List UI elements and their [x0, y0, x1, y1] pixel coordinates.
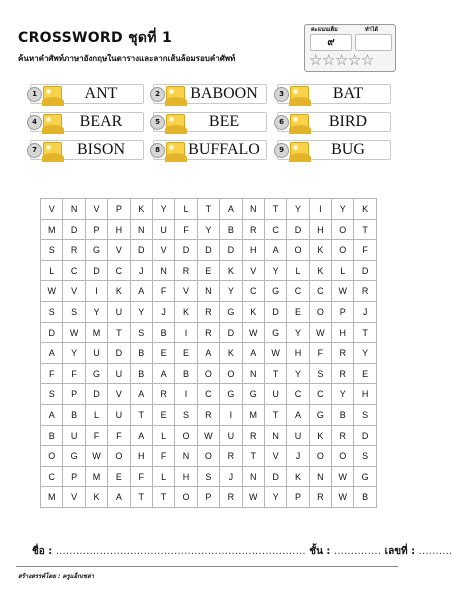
grid-cell[interactable]: D — [265, 467, 287, 488]
grid-cell[interactable]: R — [354, 281, 376, 302]
word-item — [277, 140, 391, 160]
grid-cell[interactable]: G — [265, 323, 287, 344]
grid-cell[interactable]: A — [131, 384, 153, 405]
grid-cell[interactable]: D — [63, 220, 85, 241]
grid-cell[interactable]: I — [175, 323, 197, 344]
grid-cell[interactable]: Y — [265, 261, 287, 282]
grid-cell[interactable]: J — [354, 302, 376, 323]
word-number: 9 — [274, 143, 289, 158]
grid-cell[interactable]: G — [354, 467, 376, 488]
grid-cell[interactable]: E — [287, 302, 309, 323]
got-score-label: ทำได้ — [365, 27, 379, 33]
grid-cell[interactable]: V — [108, 240, 130, 261]
grid-cell[interactable]: F — [131, 467, 153, 488]
grid-cell[interactable]: D — [108, 343, 130, 364]
grid-cell[interactable]: U — [220, 426, 242, 447]
grid-cell[interactable]: F — [63, 364, 85, 385]
grid-cell[interactable]: S — [175, 405, 197, 426]
grid-cell[interactable]: N — [243, 364, 265, 385]
word-number: 8 — [150, 143, 165, 158]
grid-cell[interactable]: N — [243, 467, 265, 488]
grid-cell[interactable]: A — [41, 343, 63, 364]
grid-cell[interactable]: F — [354, 240, 376, 261]
grid-cell[interactable]: P — [198, 487, 220, 508]
grid-cell[interactable]: H — [310, 220, 332, 241]
grid-cell[interactable]: F — [41, 364, 63, 385]
grid-cell[interactable]: O — [198, 446, 220, 467]
grid-cell[interactable]: V — [153, 240, 175, 261]
grid-cell[interactable]: H — [287, 343, 309, 364]
grid-cell[interactable]: R — [220, 487, 242, 508]
grid-cell[interactable]: R — [243, 220, 265, 241]
grid-cell[interactable]: J — [287, 446, 309, 467]
grid-cell[interactable]: R — [175, 261, 197, 282]
grid-cell[interactable]: D — [354, 426, 376, 447]
picture-icon — [290, 142, 309, 158]
grid-cell[interactable]: D — [354, 261, 376, 282]
grid-cell[interactable]: Y — [86, 302, 108, 323]
grid-cell[interactable]: C — [63, 261, 85, 282]
grid-cell[interactable]: T — [354, 220, 376, 241]
grid-cell[interactable]: C — [243, 281, 265, 302]
grid-cell[interactable]: E — [175, 343, 197, 364]
grid-cell[interactable]: F — [153, 281, 175, 302]
grid-cell[interactable]: S — [354, 405, 376, 426]
grid-cell[interactable]: J — [220, 467, 242, 488]
got-score-field[interactable] — [355, 34, 392, 51]
grid-cell[interactable]: K — [131, 199, 153, 220]
grid-cell[interactable]: I — [175, 384, 197, 405]
word-text: BIRD — [328, 113, 368, 130]
grid-cell[interactable]: O — [198, 364, 220, 385]
grid-cell[interactable]: W — [332, 487, 354, 508]
grid-cell[interactable]: U — [287, 426, 309, 447]
picture-icon — [166, 114, 185, 130]
word-item — [277, 84, 391, 104]
grid-cell[interactable]: O — [287, 240, 309, 261]
grid-cell[interactable]: O — [310, 446, 332, 467]
grid-cell[interactable]: L — [153, 467, 175, 488]
word-number: 3 — [274, 87, 289, 102]
picture-icon — [290, 114, 309, 130]
word-item — [30, 112, 144, 132]
grid-cell[interactable]: A — [131, 426, 153, 447]
grid-cell[interactable]: Y — [287, 199, 309, 220]
grid-cell[interactable]: V — [175, 281, 197, 302]
grid-cell[interactable]: S — [131, 323, 153, 344]
grid-cell[interactable]: T — [198, 199, 220, 220]
number-label: เลขที่ : — [384, 546, 416, 557]
instructions: ค้นหาคำศัพท์ภาษาอังกฤษในตารางและลากเส้นล้อมรอบคำศัพท์ — [18, 54, 236, 63]
picture-icon — [290, 86, 309, 102]
word-text: BUFFALO — [188, 141, 260, 158]
grid-cell[interactable]: G — [86, 240, 108, 261]
grid-cell[interactable]: Y — [63, 343, 85, 364]
grid-cell[interactable]: W — [41, 281, 63, 302]
picture-icon — [43, 114, 62, 130]
grid-cell[interactable]: T — [153, 487, 175, 508]
grid-cell[interactable]: K — [220, 261, 242, 282]
word-item — [153, 84, 267, 104]
grid-cell[interactable]: B — [354, 487, 376, 508]
grid-cell[interactable]: W — [310, 323, 332, 344]
grid-cell[interactable]: O — [41, 446, 63, 467]
word-text: BUG — [331, 141, 365, 158]
grid-cell[interactable]: Y — [265, 487, 287, 508]
grid-cell[interactable]: G — [86, 364, 108, 385]
grid-cell[interactable]: R — [220, 446, 242, 467]
grid-cell[interactable]: B — [175, 364, 197, 385]
grid-cell[interactable]: E — [153, 405, 175, 426]
grid-cell[interactable]: J — [131, 261, 153, 282]
grid-cell[interactable]: D — [86, 261, 108, 282]
grid-cell[interactable]: M — [86, 467, 108, 488]
word-number: 4 — [27, 115, 42, 130]
grid-cell[interactable]: D — [131, 240, 153, 261]
grid-cell[interactable]: C — [108, 261, 130, 282]
grid-cell[interactable]: I — [310, 199, 332, 220]
grid-cell[interactable]: K — [310, 240, 332, 261]
grid-cell[interactable]: R — [332, 426, 354, 447]
grid-cell[interactable]: O — [175, 487, 197, 508]
grid-cell[interactable]: W — [243, 487, 265, 508]
grid-cell[interactable]: W — [332, 281, 354, 302]
grid-cell[interactable]: V — [41, 199, 63, 220]
grid-cell[interactable]: U — [153, 220, 175, 241]
grid-cell[interactable]: J — [153, 302, 175, 323]
class-field[interactable]: .............. — [333, 546, 382, 557]
grid-cell[interactable]: O — [175, 426, 197, 447]
grid-cell[interactable]: E — [108, 467, 130, 488]
grid-cell[interactable]: B — [153, 323, 175, 344]
grid-cell[interactable]: C — [41, 467, 63, 488]
grid-cell[interactable]: W — [63, 323, 85, 344]
grid-cell[interactable]: M — [41, 487, 63, 508]
grid-cell[interactable]: D — [220, 240, 242, 261]
grid-cell[interactable]: C — [287, 384, 309, 405]
grid-cell[interactable]: T — [243, 446, 265, 467]
word-item — [277, 112, 391, 132]
word-text: BEE — [208, 113, 240, 130]
grid-cell[interactable]: T — [354, 323, 376, 344]
credit-text: สร้างสรรค์โดย : ครูแอ็กเซล่า — [18, 573, 95, 580]
grid-cell[interactable]: E — [153, 343, 175, 364]
grid-cell[interactable]: S — [41, 302, 63, 323]
grid-cell[interactable]: A — [265, 240, 287, 261]
grid-cell[interactable]: D — [198, 240, 220, 261]
letter-grid[interactable] — [40, 198, 377, 508]
grid-cell[interactable]: N — [265, 426, 287, 447]
grid-cell[interactable]: I — [220, 405, 242, 426]
grid-cell[interactable]: R — [153, 384, 175, 405]
grid-cell[interactable]: W — [243, 323, 265, 344]
grid-cell[interactable]: G — [310, 405, 332, 426]
grid-cell[interactable]: A — [108, 487, 130, 508]
grid-cell[interactable]: P — [63, 467, 85, 488]
grid-cell[interactable]: S — [354, 446, 376, 467]
grid-cell[interactable]: A — [220, 199, 242, 220]
grid-cell[interactable]: Y — [287, 323, 309, 344]
grid-cell[interactable]: H — [108, 220, 130, 241]
grid-cell[interactable]: Y — [332, 199, 354, 220]
grid-cell[interactable]: S — [310, 364, 332, 385]
grid-cell[interactable]: G — [63, 446, 85, 467]
grid-cell[interactable]: F — [108, 426, 130, 447]
grid-cell[interactable]: K — [287, 467, 309, 488]
grid-cell[interactable]: M — [243, 405, 265, 426]
grid-cell[interactable]: H — [332, 323, 354, 344]
grid-cell[interactable]: P — [108, 199, 130, 220]
grid-cell[interactable]: A — [41, 405, 63, 426]
word-number: 6 — [274, 115, 289, 130]
grid-cell[interactable]: O — [332, 446, 354, 467]
score-box — [304, 24, 396, 72]
grid-cell[interactable]: O — [332, 220, 354, 241]
grid-cell[interactable]: T — [131, 405, 153, 426]
word-text: ANT — [84, 85, 118, 102]
grid-cell[interactable]: L — [41, 261, 63, 282]
grid-cell[interactable]: R — [198, 405, 220, 426]
grid-cell[interactable]: V — [265, 446, 287, 467]
divider — [16, 566, 398, 567]
grid-cell[interactable]: N — [175, 446, 197, 467]
grid-cell[interactable]: R — [198, 323, 220, 344]
grid-cell[interactable]: F — [86, 426, 108, 447]
word-text: BABOON — [190, 85, 258, 102]
grid-cell[interactable]: O — [332, 240, 354, 261]
grid-cell[interactable]: D — [287, 220, 309, 241]
grid-cell[interactable]: C — [198, 384, 220, 405]
grid-cell[interactable]: W — [332, 467, 354, 488]
grid-cell[interactable]: D — [265, 302, 287, 323]
grid-cell[interactable]: U — [108, 405, 130, 426]
grid-cell[interactable]: C — [287, 281, 309, 302]
word-text: BAT — [332, 85, 364, 102]
grid-cell[interactable]: T — [265, 199, 287, 220]
full-score-value: ๙ — [310, 34, 352, 51]
grid-cell[interactable]: U — [265, 384, 287, 405]
grid-cell[interactable]: H — [175, 467, 197, 488]
grid-cell[interactable]: V — [63, 487, 85, 508]
grid-cell[interactable]: T — [265, 405, 287, 426]
student-info-line — [32, 544, 452, 559]
grid-cell[interactable]: L — [86, 405, 108, 426]
grid-cell[interactable]: V — [63, 281, 85, 302]
grid-cell[interactable]: K — [108, 281, 130, 302]
grid-cell[interactable]: L — [175, 199, 197, 220]
picture-icon — [43, 142, 62, 158]
grid-cell[interactable]: S — [41, 384, 63, 405]
name-field[interactable]: .......................................................................... — [55, 546, 306, 557]
grid-cell[interactable]: R — [243, 426, 265, 447]
number-field[interactable]: .......... — [418, 546, 452, 557]
grid-cell[interactable]: A — [198, 343, 220, 364]
grid-cell[interactable]: F — [310, 343, 332, 364]
word-item — [153, 112, 267, 132]
word-item — [153, 140, 267, 160]
grid-cell[interactable]: U — [108, 364, 130, 385]
grid-cell[interactable]: D — [175, 240, 197, 261]
grid-cell[interactable]: K — [310, 261, 332, 282]
grid-cell[interactable]: G — [243, 384, 265, 405]
grid-cell[interactable]: N — [63, 199, 85, 220]
grid-cell[interactable]: Y — [131, 302, 153, 323]
name-label: ชื่อ : — [32, 546, 53, 557]
grid-cell[interactable]: H — [131, 446, 153, 467]
grid-cell[interactable]: W — [198, 426, 220, 447]
word-number: 7 — [27, 143, 42, 158]
grid-cell[interactable]: K — [86, 487, 108, 508]
grid-cell[interactable]: Y — [287, 364, 309, 385]
grid-cell[interactable]: N — [243, 199, 265, 220]
grid-cell[interactable]: T — [131, 487, 153, 508]
word-number: 2 — [150, 87, 165, 102]
class-label: ชั้น : — [309, 546, 331, 557]
grid-cell[interactable]: O — [108, 446, 130, 467]
grid-cell[interactable]: D — [41, 323, 63, 344]
grid-cell[interactable]: S — [41, 240, 63, 261]
grid-cell[interactable]: P — [63, 384, 85, 405]
grid-cell[interactable]: N — [131, 220, 153, 241]
grid-cell[interactable]: C — [265, 220, 287, 241]
word-item — [30, 140, 144, 160]
picture-icon — [166, 86, 185, 102]
word-item — [30, 84, 144, 104]
grid-cell[interactable]: Y — [354, 343, 376, 364]
word-number: 1 — [27, 87, 42, 102]
grid-cell[interactable]: B — [131, 364, 153, 385]
grid-cell[interactable]: V — [86, 199, 108, 220]
grid-cell[interactable]: A — [287, 405, 309, 426]
grid-cell[interactable]: G — [220, 384, 242, 405]
grid-cell[interactable]: A — [153, 364, 175, 385]
grid-cell[interactable]: V — [243, 261, 265, 282]
grid-cell[interactable]: S — [198, 467, 220, 488]
grid-cell[interactable]: O — [220, 364, 242, 385]
grid-cell[interactable]: P — [332, 302, 354, 323]
grid-cell[interactable]: D — [86, 384, 108, 405]
grid-cell[interactable]: F — [153, 446, 175, 467]
word-text: BISON — [76, 141, 125, 158]
grid-cell[interactable]: G — [220, 302, 242, 323]
grid-cell[interactable]: C — [310, 281, 332, 302]
grid-cell[interactable]: W — [86, 446, 108, 467]
grid-cell[interactable]: W — [265, 343, 287, 364]
grid-cell[interactable]: A — [243, 343, 265, 364]
page-title: CROSSWORD ชุดที่ 1 — [18, 30, 173, 46]
grid-cell[interactable]: Y — [220, 281, 242, 302]
grid-cell[interactable]: R — [310, 487, 332, 508]
grid-cell[interactable]: P — [287, 487, 309, 508]
grid-cell[interactable]: M — [86, 323, 108, 344]
grid-cell[interactable]: U — [63, 426, 85, 447]
grid-cell[interactable]: N — [198, 281, 220, 302]
grid-cell[interactable]: R — [332, 364, 354, 385]
grid-cell[interactable]: U — [108, 302, 130, 323]
grid-cell[interactable]: K — [220, 343, 242, 364]
grid-cell[interactable]: F — [175, 220, 197, 241]
grid-cell[interactable]: P — [86, 220, 108, 241]
grid-cell[interactable]: E — [354, 364, 376, 385]
star-rating[interactable]: ☆☆☆☆☆ — [309, 51, 374, 69]
grid-cell[interactable]: B — [41, 426, 63, 447]
grid-cell[interactable]: Y — [332, 384, 354, 405]
grid-cell[interactable]: U — [86, 343, 108, 364]
grid-cell[interactable]: N — [310, 467, 332, 488]
picture-icon — [166, 142, 185, 158]
grid-cell[interactable]: H — [243, 240, 265, 261]
grid-cell[interactable]: D — [220, 323, 242, 344]
grid-cell[interactable]: R — [63, 240, 85, 261]
grid-cell[interactable]: N — [153, 261, 175, 282]
grid-cell[interactable]: L — [153, 426, 175, 447]
grid-cell[interactable]: B — [131, 343, 153, 364]
grid-cell[interactable]: G — [265, 281, 287, 302]
grid-cell[interactable]: K — [310, 426, 332, 447]
grid-cell[interactable]: Y — [153, 199, 175, 220]
grid-cell[interactable]: K — [175, 302, 197, 323]
grid-cell[interactable]: V — [108, 384, 130, 405]
grid-cell[interactable]: T — [265, 364, 287, 385]
picture-icon — [43, 86, 62, 102]
grid-cell[interactable]: K — [243, 302, 265, 323]
grid-cell[interactable]: T — [108, 323, 130, 344]
grid-cell[interactable]: R — [332, 343, 354, 364]
grid-cell[interactable]: E — [198, 261, 220, 282]
grid-cell[interactable]: Y — [198, 220, 220, 241]
grid-cell[interactable]: H — [354, 384, 376, 405]
grid-cell[interactable]: C — [310, 384, 332, 405]
grid-cell[interactable]: B — [63, 405, 85, 426]
grid-cell[interactable]: B — [332, 405, 354, 426]
grid-cell[interactable]: R — [198, 302, 220, 323]
grid-cell[interactable]: L — [287, 261, 309, 282]
word-text: BEAR — [79, 113, 123, 130]
full-score-label: คะแนนเต็ม — [311, 27, 338, 33]
grid-cell[interactable]: L — [332, 261, 354, 282]
grid-cell[interactable]: B — [220, 220, 242, 241]
grid-cell[interactable]: A — [131, 281, 153, 302]
grid-cell[interactable]: M — [41, 220, 63, 241]
grid-cell[interactable]: K — [354, 199, 376, 220]
grid-cell[interactable]: S — [63, 302, 85, 323]
grid-cell[interactable]: I — [86, 281, 108, 302]
word-number: 5 — [150, 115, 165, 130]
grid-cell[interactable]: O — [310, 302, 332, 323]
